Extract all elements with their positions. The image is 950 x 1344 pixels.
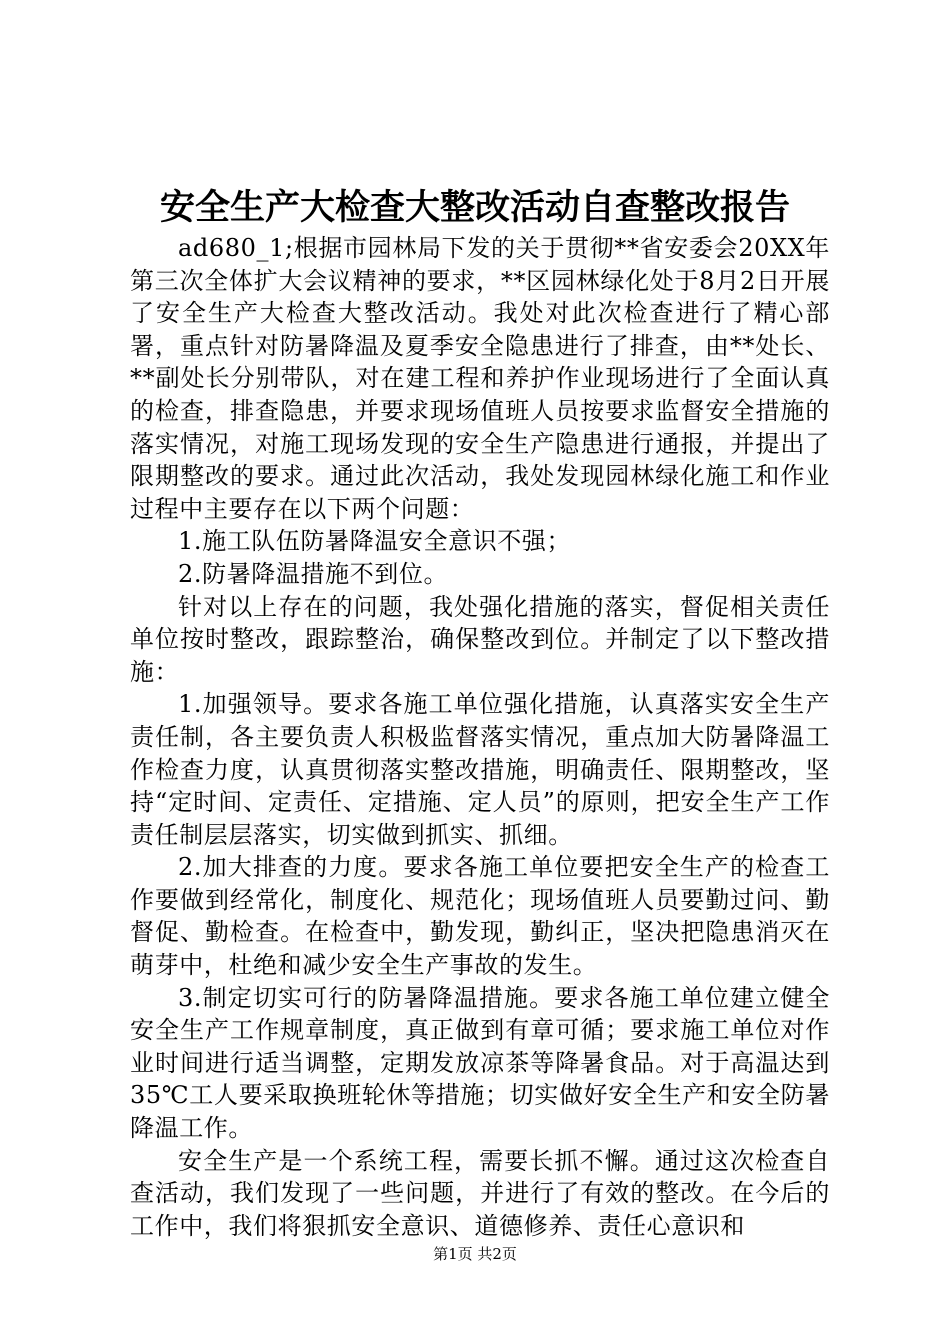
paragraph-problem-1: 1.施工队伍防暑降温安全意识不强；	[178, 527, 572, 556]
paragraph-measure-1: 1.加强领导。要求各施工单位强化措施，认真落实安全生产责任制，各主要负责人积极监督落实情况，重点加大防暑降温工作检查力度，认真贯彻落实整改措施，明确责任、限期整改，坚持“定时间、定责任、定措施、定人员”的原则，把安全生产工作责任制层层落实，切实做到抓实、抓细。	[130, 690, 830, 849]
paragraph-conclusion: 安全生产是一个系统工程，需要长抓不懈。通过这次检查自查活动，我们发现了一些问题，并进行了有效的整改。在今后的工作中，我们将狠抓安全意识、道德修养、责任心意识和	[130, 1146, 830, 1240]
paragraph-measure-2: 2.加大排查的力度。要求各施工单位要把安全生产的检查工作要做到经常化，制度化、规范化；现场值班人员要勤过问、勤督促、勤检查。在检查中，勤发现，勤纠正，坚决把隐患消灭在萌芽中，杜绝和减少安全生产事故的发生。	[130, 853, 830, 980]
paragraph-problem-2: 2.防暑降温措施不到位。	[178, 559, 449, 588]
page-footer: 第1页 共2页	[433, 1245, 517, 1263]
paragraph-measure-3: 3.制定切实可行的防暑降温措施。要求各施工单位建立健全安全生产工作规章制度，真正做到有章可循；要求施工单位对作业时间进行适当调整，定期发放凉茶等降暑食品。对于高温达到35℃工人要采取换班轮休等措施；切实做好安全生产和安全防暑降温工作。	[130, 983, 830, 1143]
paragraph-measures-intro: 针对以上存在的问题，我处强化措施的落实，督促相关责任单位按时整改，跟踪整治，确保整改到位。并制定了以下整改措施：	[130, 592, 830, 686]
paragraph-intro: ad680_1;根据市园林局下发的关于贯彻**省安委会20XX年第三次全体扩大会议精神的要求，**区园林绿化处于8月2日开展了安全生产大检查大整改活动。我处对此次检查进行了精心部署，重点针对防暑降温及夏季安全隐患进行了排查，由**处长、**副处长分别带队，对在建工程和养护作业现场进行了全面认真的检查，排查隐患，并要求现场值班人员按要求监督安全措施的落实情况，对施工现场发现的安全生产隐患进行通报，并提出了限期整改的要求。通过此次活动，我处发现园林绿化施工和作业过程中主要存在以下两个问题：	[130, 234, 830, 523]
document-title: 安全生产大检查大整改活动自查整改报告	[159, 187, 790, 228]
document-body	[130, 232, 830, 1242]
